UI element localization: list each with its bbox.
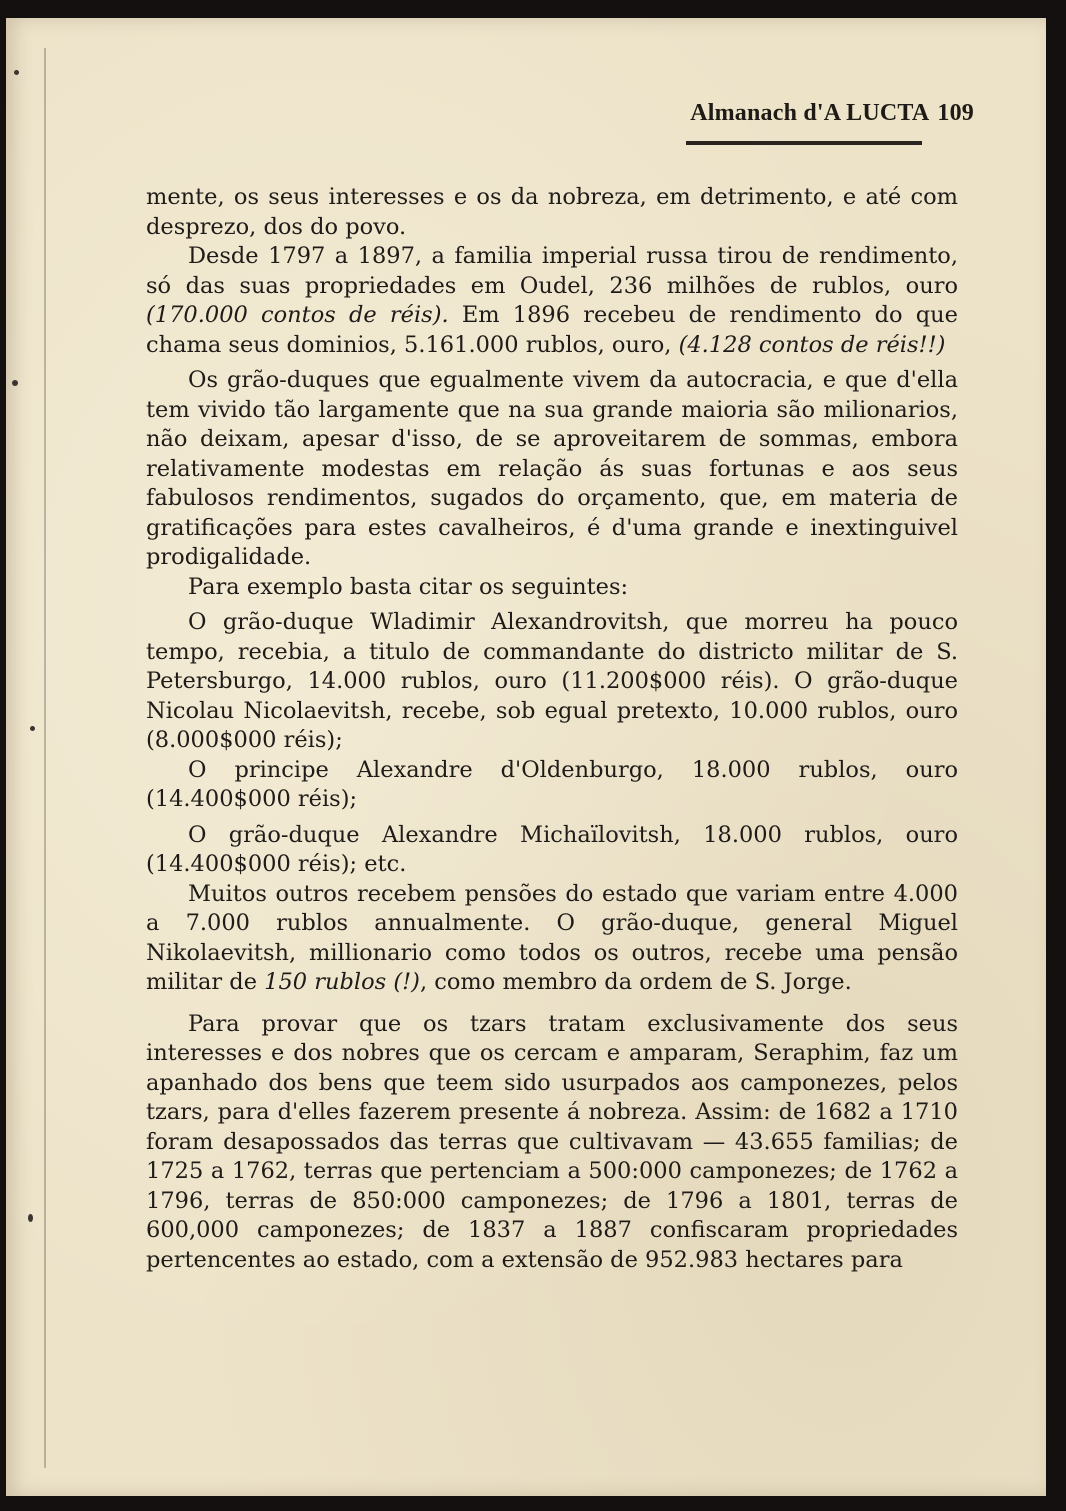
paper-speck bbox=[14, 70, 19, 75]
text-run: , como membro da ordem de S. Jorge. bbox=[419, 969, 852, 995]
paragraph bbox=[146, 756, 958, 815]
text-run: Os grão-duques que egualmente vivem da autocracia, e que d'ella tem vivido tão largamente que na sua grande maioria são milionarios, não deixam, apesar d'isso, de se aproveitarem de sommas, embora relativamente modestas em relação ás suas fortunas e aos seus fabulosos rendimentos, sugados do orçamento, que, em materia de gratificações para estes cavalheiros, é d'uma grande e inextinguivel prodigalidade. bbox=[146, 367, 958, 570]
header-rule bbox=[686, 141, 922, 145]
page-number: 109 bbox=[937, 100, 974, 126]
text-run: mente, os seus interesses e os da nobreza, em detrimento, e até com desprezo, dos do povo. bbox=[146, 184, 958, 240]
paper-speck bbox=[12, 380, 18, 386]
paragraph bbox=[146, 821, 958, 880]
paragraph bbox=[146, 880, 958, 998]
text-run: O grão-duque Wladimir Alexandrovitsh, que morreu ha pouco tempo, recebia, a titulo de commandante do districto militar de S. Petersburgo, 14.000 rublos, ouro (11.200$000 réis). O grão-duque Nicolau Nicolaevitsh, recebe, sob egual pretexto, 10.000 rublos, ouro (8.000$000 réis); bbox=[146, 609, 958, 753]
paragraph bbox=[146, 183, 958, 242]
text-run: Para exemplo basta citar os seguintes: bbox=[188, 573, 629, 600]
paper-speck bbox=[30, 726, 35, 731]
italic-text: (170.000 contos de réis). bbox=[146, 302, 449, 328]
paragraph bbox=[146, 1010, 958, 1276]
text-run: O grão-duque Alexandre Michaïlovitsh, 18.000 rublos, ouro (14.400$000 réis); etc. bbox=[146, 821, 958, 877]
text-run: Desde 1797 a 1897, a familia imperial russa tirou de rendimento, só das suas propriedades em Oudel, 236 milhões de rublos, ouro bbox=[146, 243, 958, 299]
running-header bbox=[690, 100, 974, 127]
header-title: Almanach d'A LUCTA bbox=[690, 100, 930, 126]
paragraph bbox=[146, 366, 958, 573]
paragraph bbox=[146, 242, 958, 360]
text-run: Muitos outros recebem pensões do estado que variam entre 4.000 a 7.000 rublos annualmente. O grão-duque, general Miguel Nikolaevitsh, millionario como todos os outros, recebe uma pensão militar de bbox=[146, 880, 958, 995]
paper-speck bbox=[28, 1214, 33, 1222]
text-run: O principe Alexandre d'Oldenburgo, 18.000 rublos, ouro (14.400$000 réis); bbox=[146, 756, 958, 812]
italic-text: (4.128 contos de réis!!) bbox=[678, 331, 946, 358]
paragraph bbox=[146, 608, 958, 756]
text-run: Em 1896 recebeu de rendimento do que chama seus dominios, 5.161.000 rublos, ouro, bbox=[146, 302, 958, 358]
body-text bbox=[146, 183, 958, 1275]
italic-text: 150 rublos (!) bbox=[264, 969, 420, 995]
paragraph bbox=[146, 573, 958, 603]
text-run: Para provar que os tzars tratam exclusivamente dos seus interesses e dos nobres que os cercam e amparam, Seraphim, faz um apanhado dos bens que teem sido usurpados aos camponezes, pelos tzars, para d'elles fazerem presente á nobreza. Assim: de 1682 a 1710 foram desapossados das terras que cultivavam — 43.655 familias; de 1725 a 1762, terras que pertenciam a 500:000 camponezes; de 1762 a 1796, terras de 850:000 camponezes; de 1796 a 1801, terras de 600,000 camponezes; de 1837 a 1887 confiscaram propriedades pertencentes ao estado, com a extensão de 952.983 hectares para bbox=[146, 1010, 958, 1273]
page-gutter bbox=[44, 48, 46, 1468]
